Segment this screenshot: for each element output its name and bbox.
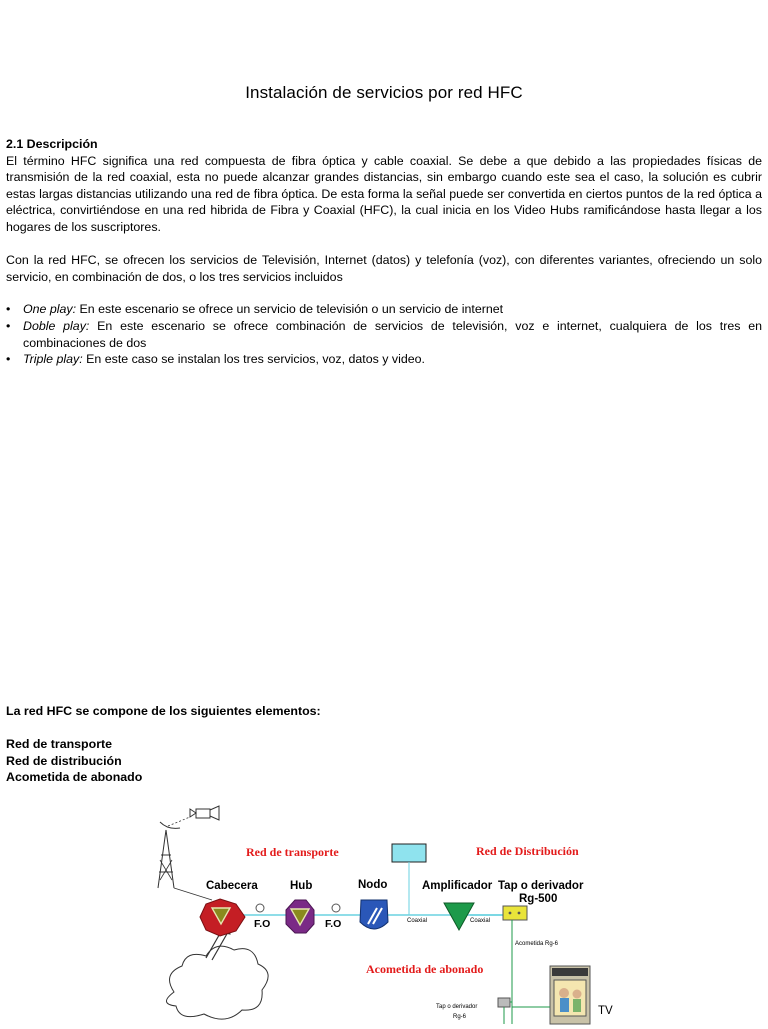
label-home-tap-cable: Rg-6 [453,1014,467,1020]
fiber-loop-icon [332,904,340,912]
section-title-distribution: Red de Distribución [476,844,579,858]
list-item [6,318,762,351]
label-amplifier: Amplificador [422,880,493,892]
label-hub: Hub [290,880,313,892]
label-coaxial-1: Coaxial [407,918,428,924]
label-node: Nodo [358,879,388,891]
document-body [6,136,762,368]
label-tap: Tap o derivador [498,880,584,892]
node-icon [360,900,388,929]
label-home-tap: Tap o derivador [436,1004,478,1010]
page-title: Instalación de servicios por red HFC [245,83,523,102]
amplifier-icon [444,903,474,930]
tap-icon [503,906,527,920]
paragraph-services: Con la red HFC, se ofrecen los servicios de Televisión, Internet (datos) y telefonía (voz), con diferentes variantes, ofreciendo un solo servicio, en combinación de dos, o los tres servicios incluidos [6,253,762,284]
list-item-text: En este caso se instalan los tres servicios, voz, datos y video. [82,352,425,367]
label-drop-cable: Acometida Rg-6 [515,941,559,947]
label-tv: TV [598,1005,613,1017]
label-fiber-2: F.O [325,918,342,930]
hfc-network-diagram [130,800,630,1024]
home-tap-icon [498,998,512,1024]
node-box-icon [392,844,426,862]
section-title-drop: Acometida de abonado [366,962,484,976]
fiber-loop-icon [256,904,264,912]
section-title-transport: Red de transporte [246,845,339,859]
headend-icon [200,899,245,936]
list-item [6,351,762,368]
list-item [6,301,762,318]
element-item: Acometida de abonado [6,770,143,785]
section-heading: 2.1 Descripción [6,137,98,151]
label-coaxial-2: Coaxial [470,918,491,924]
element-item: Red de transporte [6,737,113,752]
label-fiber-1: F.O [254,918,271,930]
satellite-dish-icon [160,806,219,828]
elements-block [6,703,321,786]
hfc-diagram-svg [130,800,630,1024]
list-item-term: Triple play: [23,352,83,367]
list-item-text: En este escenario se ofrece combinación de servicios de televisión, voz e internet, cualquiera de los tres en combinaciones de dos [23,318,762,350]
label-headend: Cabecera [206,880,258,892]
service-list [6,301,762,367]
element-item: Red de distribución [6,753,122,768]
list-item-term: One play: [23,302,77,317]
tv-icon [512,966,590,1024]
elements-intro: La red HFC se compone de los siguientes elementos: [6,704,321,718]
antenna-tower-icon [158,830,212,900]
paragraph-definition: El término HFC significa una red compuesta de fibra óptica y cable coaxial. Se debe a que debido a las propiedades físicas de transmisión de la red coaxial, esta no puede alcanzar grandes distancias, sin embargo cuando este sea el caso, la solución es cubrir estas largas distancias utilizando una red de fibra óptica. De esta forma la señal puede ser convertida en ciertos puntos de la red óptica a eléctrica, convirtiéndose en una red hibrida de Fibra y Coaxial (HFC), la cual inicia en los Video Hubs ramificándose hasta llegar a los hogares de los suscriptores. [6,153,762,234]
hub-icon [286,900,314,933]
label-tap-cable: Rg-500 [519,893,558,905]
list-item-text: En este escenario se ofrece un servicio de televisión o un servicio de internet [76,302,504,317]
cloud-icon [166,946,268,1019]
list-item-term: Doble play: [23,318,90,333]
